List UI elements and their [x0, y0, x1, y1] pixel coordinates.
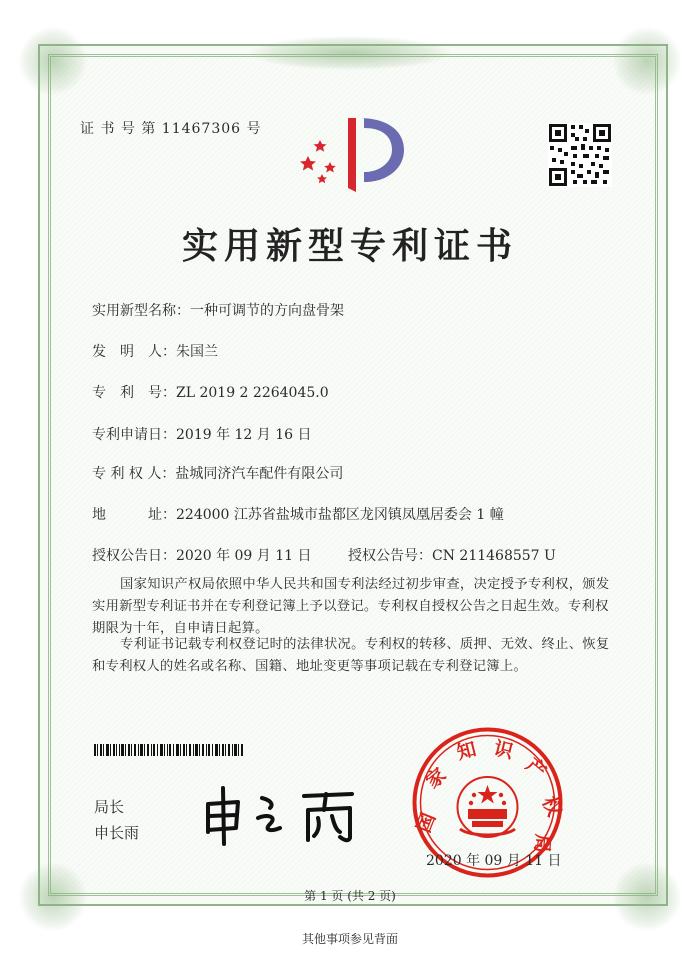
- corner-ornament-top-right: [612, 26, 682, 96]
- svg-text:知: 知: [454, 738, 479, 765]
- field-utility-model-name: [92, 300, 344, 320]
- barcode-icon: [94, 744, 244, 756]
- svg-text:识: 识: [491, 737, 516, 764]
- field-value: 2019 年 12 月 16 日: [176, 427, 312, 443]
- certificate-title: 实用新型专利证书: [181, 225, 518, 267]
- svg-text:权: 权: [537, 793, 565, 820]
- field-label: 专利申请日：: [92, 427, 176, 443]
- field-value: 朱国兰: [176, 344, 218, 360]
- field-inventor: [92, 341, 218, 361]
- corner-ornament-top-left: [18, 26, 88, 96]
- certificate-number: 证 书 号 第 11467306 号: [80, 121, 262, 137]
- qr-code-icon: [548, 123, 612, 187]
- director-name: 申长雨: [94, 824, 140, 842]
- field-label: 地: [92, 507, 106, 523]
- body-paragraph-2: 专利证书记载专利权登记时的法律状况。专利权的转移、质押、无效、终止、恢复和专利权人的姓名或名称、国籍、地址变更等事项记载在专利登记簿上。: [92, 637, 610, 674]
- field-patentee: [92, 463, 343, 483]
- svg-text:国: 国: [412, 809, 441, 836]
- svg-text:产: 产: [521, 753, 551, 783]
- field-patent-number: [92, 382, 329, 402]
- svg-text:局: 局: [530, 833, 554, 854]
- cnipa-logo-icon: [300, 110, 410, 195]
- field-address: [92, 504, 504, 524]
- director-title: 局长: [94, 798, 125, 816]
- top-ornament: [250, 36, 450, 70]
- field-filing-date: [92, 424, 312, 444]
- field-value: 一种可调节的方向盘骨架: [190, 303, 344, 319]
- svg-text:家: 家: [421, 763, 451, 793]
- field-label: 发 明 人：: [92, 344, 176, 360]
- seal-date: 2020 年 09 月 11 日: [426, 853, 562, 869]
- field-label: 实用新型名称：: [92, 303, 190, 319]
- field-value: 224000 江苏省盐城市盐都区龙冈镇凤凰居委会 1 幢: [176, 507, 504, 523]
- page-number: 第 1 页 (共 2 页): [304, 889, 396, 903]
- field-value: 盐城同济汽车配件有限公司: [175, 466, 344, 482]
- field-label: 址：: [148, 507, 176, 523]
- field-label: 授权公告号：: [348, 548, 432, 564]
- footer-note: 其他事项参见背面: [301, 932, 398, 946]
- field-label: 专 利 权 人：: [92, 466, 176, 482]
- field-value: 2020 年 09 月 11 日: [176, 548, 312, 564]
- field-value: ZL 2019 2 2264045.0: [176, 385, 329, 401]
- field-label: 专 利 号：: [92, 385, 176, 401]
- body-paragraph-1: 国家知识产权局依照中华人民共和国专利法经过初步审查，决定授予专利权，颁发实用新型专利证书并在专利登记簿上予以登记。专利权自授权公告之日起生效。专利权期限为十年，自申请日起算。: [92, 577, 610, 636]
- field-grant-date: [92, 545, 312, 565]
- field-grant-number: [348, 545, 556, 565]
- field-label: 授权公告日：: [92, 548, 176, 564]
- field-value: CN 211468557 U: [432, 548, 556, 564]
- director-signature-icon: [200, 782, 365, 847]
